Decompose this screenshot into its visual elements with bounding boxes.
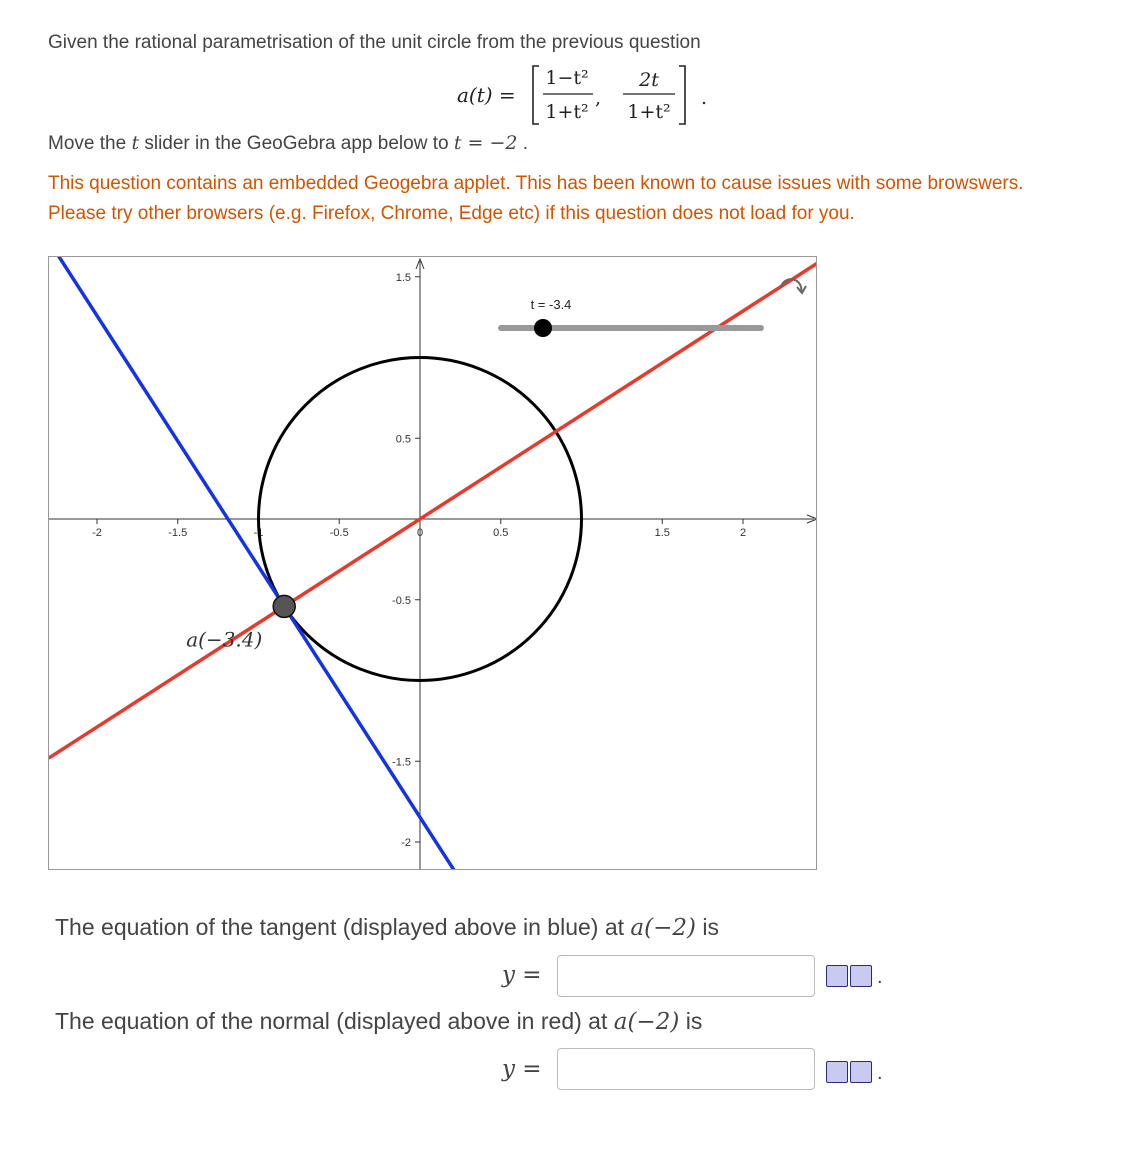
- warning-line-1: This question contains an embedded Geogebra applet. This has been known to cause issues with some browswers.: [48, 173, 1024, 194]
- sigma-icon[interactable]: [850, 965, 872, 987]
- y-tick-label: 0.5: [395, 433, 411, 446]
- y-tick-label: 1.5: [395, 271, 411, 284]
- intro-text: Given the rational parametrisation of the unit circle from the previous question: [48, 32, 701, 53]
- tangent-line: [49, 257, 468, 870]
- preview-icon[interactable]: [826, 1061, 848, 1083]
- x-tick-label: 1.5: [654, 527, 670, 539]
- formula-end: .: [701, 87, 708, 109]
- point-a: [273, 595, 295, 617]
- y-tick-label: -1.5: [392, 756, 411, 769]
- svg-text:,: ,: [595, 87, 602, 109]
- geogebra-applet[interactable]: [48, 256, 817, 870]
- formula-num2: 2t: [639, 69, 659, 91]
- tangent-y-label: y =: [502, 962, 542, 988]
- normal-question: The equation of the normal (displayed above in red) at a(−2) is: [55, 1008, 703, 1035]
- formula-den2: 1+t²: [627, 101, 671, 123]
- formula-den1: 1+t²: [545, 101, 589, 123]
- warning-line-2: Please try other browsers (e.g. Firefox, Chrome, Edge etc) if this question does not load for you.: [48, 203, 855, 224]
- normal-line: [49, 259, 817, 758]
- slider-label: t = -3.4: [530, 297, 572, 312]
- y-tick-label: -2: [401, 837, 411, 849]
- x-tick-label: 2: [739, 527, 747, 539]
- x-tick-label: -1.5: [168, 527, 188, 539]
- tangent-answer-input[interactable]: [557, 955, 815, 997]
- tangent-question: The equation of the tangent (displayed above in blue) at a(−2) is: [55, 914, 719, 941]
- y-tick-label: -0.5: [392, 594, 411, 607]
- point-label: a(−3.4): [186, 627, 263, 652]
- formula-lhs: a(t) =: [457, 83, 516, 107]
- browser-warning: [48, 169, 1024, 229]
- preview-icon[interactable]: [826, 965, 848, 987]
- x-tick-label: 0.5: [493, 527, 509, 539]
- parametrisation-formula: [455, 60, 725, 130]
- formula-num1: 1−t²: [545, 67, 589, 89]
- graph-view[interactable]: [49, 257, 817, 870]
- sigma-icon[interactable]: [850, 1061, 872, 1083]
- x-tick-label: -1: [253, 527, 264, 539]
- normal-y-label: y =: [502, 1056, 542, 1082]
- normal-point: a(−2): [613, 1009, 680, 1035]
- normal-answer-input[interactable]: [557, 1048, 815, 1090]
- slider-knob: [534, 319, 552, 337]
- x-tick-label: 0: [416, 527, 424, 539]
- x-tick-label: -0.5: [329, 527, 349, 539]
- x-tick-label: -2: [92, 527, 102, 539]
- tangent-point: a(−2): [630, 915, 696, 941]
- instruction-text: Move the t slider in the GeoGebra app below to t = −2 .: [48, 132, 529, 154]
